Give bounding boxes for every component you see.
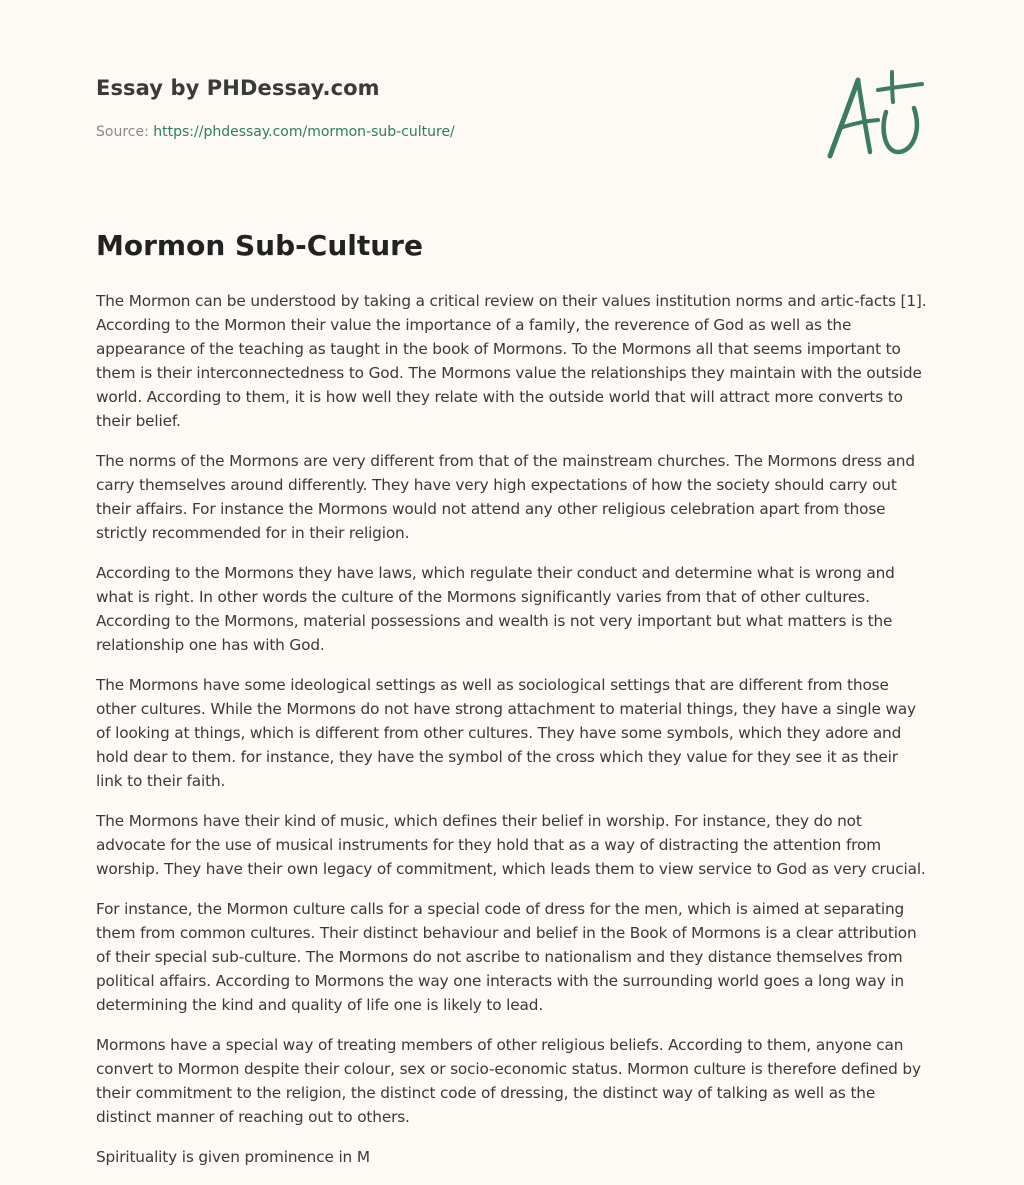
source-link[interactable]: https://phdessay.com/mormon-sub-culture/ bbox=[153, 124, 455, 140]
paragraph: The Mormon can be understood by taking a critical review on their values institution norms and artic-facts [1]. According to the Mormon their value the importance of a family, the reverence of God as well as the appearance of the teaching as taught in the book of Mormons. To the Mormons all that seems important to them is their interconnectedness to God. The Mormons value the relationships they maintain with the outside world. According to them, it is how well they relate with the outside world that will attract more converts to their belief. bbox=[96, 292, 927, 430]
source-label: Source: bbox=[96, 124, 149, 140]
paragraph: The Mormons have some ideological settings as well as sociological settings that are different from those other cultures. While the Mormons do not have strong attachment to material things, they have a single way of looking at things, which is different from other cultures. They have some symbols, which they adore and hold dear to them. for instance, they have the symbol of the cross which they value for they see it as their link to their faith. bbox=[96, 676, 916, 790]
brand-title: Essay by PHDessay.com bbox=[96, 76, 380, 100]
paragraph: Mormons have a special way of treating members of other religious beliefs. According to them, anyone can convert to Mormon despite their colour, sex or socio-economic status. Mormon culture is therefore defined by their commitment to the religion, the distinct code of dressing, the distinct way of talking as well as the distinct manner of reaching out to others. bbox=[96, 1036, 921, 1126]
paragraph: The norms of the Mormons are very different from that of the mainstream churches. The Mormons dress and carry themselves around differently. They have very high expectations of how the society should carry out their affairs. For instance the Mormons would not attend any other religious celebration apart from those strictly recommended for in their religion. bbox=[96, 452, 915, 542]
source-line bbox=[96, 124, 455, 140]
essay-title: Mormon Sub-Culture bbox=[96, 229, 423, 262]
page-header bbox=[96, 0, 936, 200]
paragraph: The Mormons have their kind of music, which defines their belief in worship. For instance, they do not advocate for the use of musical instruments for they hold that as a way of distracting the attention from worship. They have their own legacy of commitment, which leads them to view service to God as very crucial. bbox=[96, 812, 926, 878]
paragraph: According to the Mormons they have laws, which regulate their conduct and determine what is wrong and what is right. In other words the culture of the Mormons significantly varies from that of other cultures. According to the Mormons, material possessions and wealth is not very important but what matters is the relationship one has with God. bbox=[96, 564, 895, 654]
paragraph-truncated: Spirituality is given prominence in M bbox=[96, 1148, 370, 1166]
article-body bbox=[96, 226, 928, 1185]
a-plus-grade-icon bbox=[826, 68, 926, 164]
paragraph: For instance, the Mormon culture calls for a special code of dress for the men, which is aimed at separating them from common cultures. Their distinct behaviour and belief in the Book of Mormons is a clear attribution of their special sub-culture. The Mormons do not ascribe to nationalism and they distance themselves from political affairs. According to Mormons the way one interacts with the surrounding world goes a long way in determining the kind and quality of life one is likely to lead. bbox=[96, 900, 917, 1014]
